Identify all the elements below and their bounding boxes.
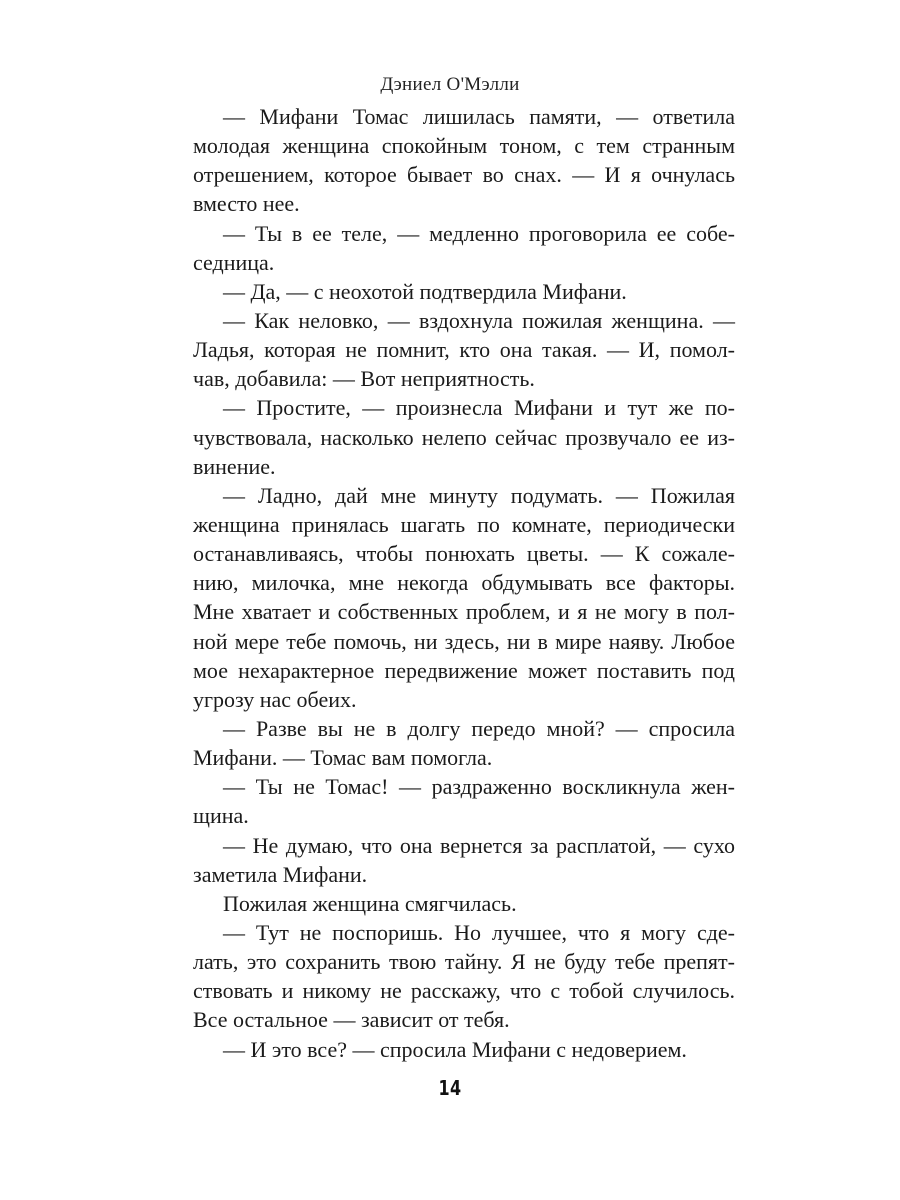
text-line: вместо нее. (193, 191, 300, 217)
text-line: — Ты не Томас! — раздраженно воскликнула жен- (223, 774, 735, 800)
text-line: ной мере тебе помочь, ни здесь, ни в мире наяву. Любое (193, 628, 735, 654)
text-line: — Ладно, дай мне минуту подумать. — Пожилая (223, 482, 735, 508)
text-line: заметила Мифани. (193, 861, 368, 887)
text-line: — Не думаю, что она вернется за расплатой, — сухо (223, 832, 735, 858)
text-line: Мифани. — Томас вам помогла. (193, 745, 493, 771)
text-line: Мне хватает и собственных проблем, и я не могу в пол- (193, 599, 735, 625)
text-line: лать, это сохранить твою тайну. Я не буду тебе препят- (193, 949, 735, 975)
text-line: ствовать и никому не расскажу, что с тобой случилось. (193, 978, 735, 1004)
running-header-author: Дэниел О'Мэлли (380, 74, 520, 95)
text-line: останавливаясь, чтобы понюхать цветы. — К сожале- (193, 541, 735, 567)
text-line: — Как неловко, — вздохнула пожилая женщина. — (223, 307, 735, 333)
text-line: отрешением, которое бывает во снах. — И я очнулась (193, 162, 735, 188)
text-line: мое нехарактерное передвижение может поставить под (193, 657, 735, 683)
text-line: — Тут не поспоришь. Но лучшее, что я могу сде- (223, 919, 735, 945)
text-line: Ладья, которая не помнит, кто она такая. — И, помол- (193, 337, 735, 363)
body-text (193, 102, 735, 1064)
text-line: Пожилая женщина смягчилась. (223, 890, 517, 916)
text-line: винение. (193, 453, 276, 479)
text-line: нию, милочка, мне некогда обдумывать все факторы. (193, 570, 735, 596)
text-line: чувствовала, насколько нелепо сейчас прозвучало ее из- (193, 424, 735, 450)
text-line: Все остальное — зависит от тебя. (193, 1007, 510, 1033)
text-line: — Да, — с неохотой подтвердила Мифани. (223, 278, 627, 304)
text-line: — Ты в ее теле, — медленно проговорила ее собе- (223, 220, 735, 246)
page-number: 14 (438, 1076, 462, 1100)
text-line: — Разве вы не в долгу передо мной? — спросила (223, 715, 735, 741)
text-line: угрозу нас обеих. (193, 686, 357, 712)
text-line: женщина принялась шагать по комнате, периодически (193, 511, 735, 537)
text-line: — Мифани Томас лишилась памяти, — ответила (223, 104, 735, 129)
text-line: — И это все? — спросила Мифани с недоверием. (223, 1036, 687, 1062)
text-line: — Простите, — произнесла Мифани и тут же по- (223, 395, 735, 421)
text-line: щина. (193, 803, 249, 829)
text-line: седница. (193, 249, 275, 275)
text-line: молодая женщина спокойным тоном, с тем странным (193, 133, 735, 159)
text-line: чав, добавила: — Вот неприятность. (193, 366, 535, 392)
